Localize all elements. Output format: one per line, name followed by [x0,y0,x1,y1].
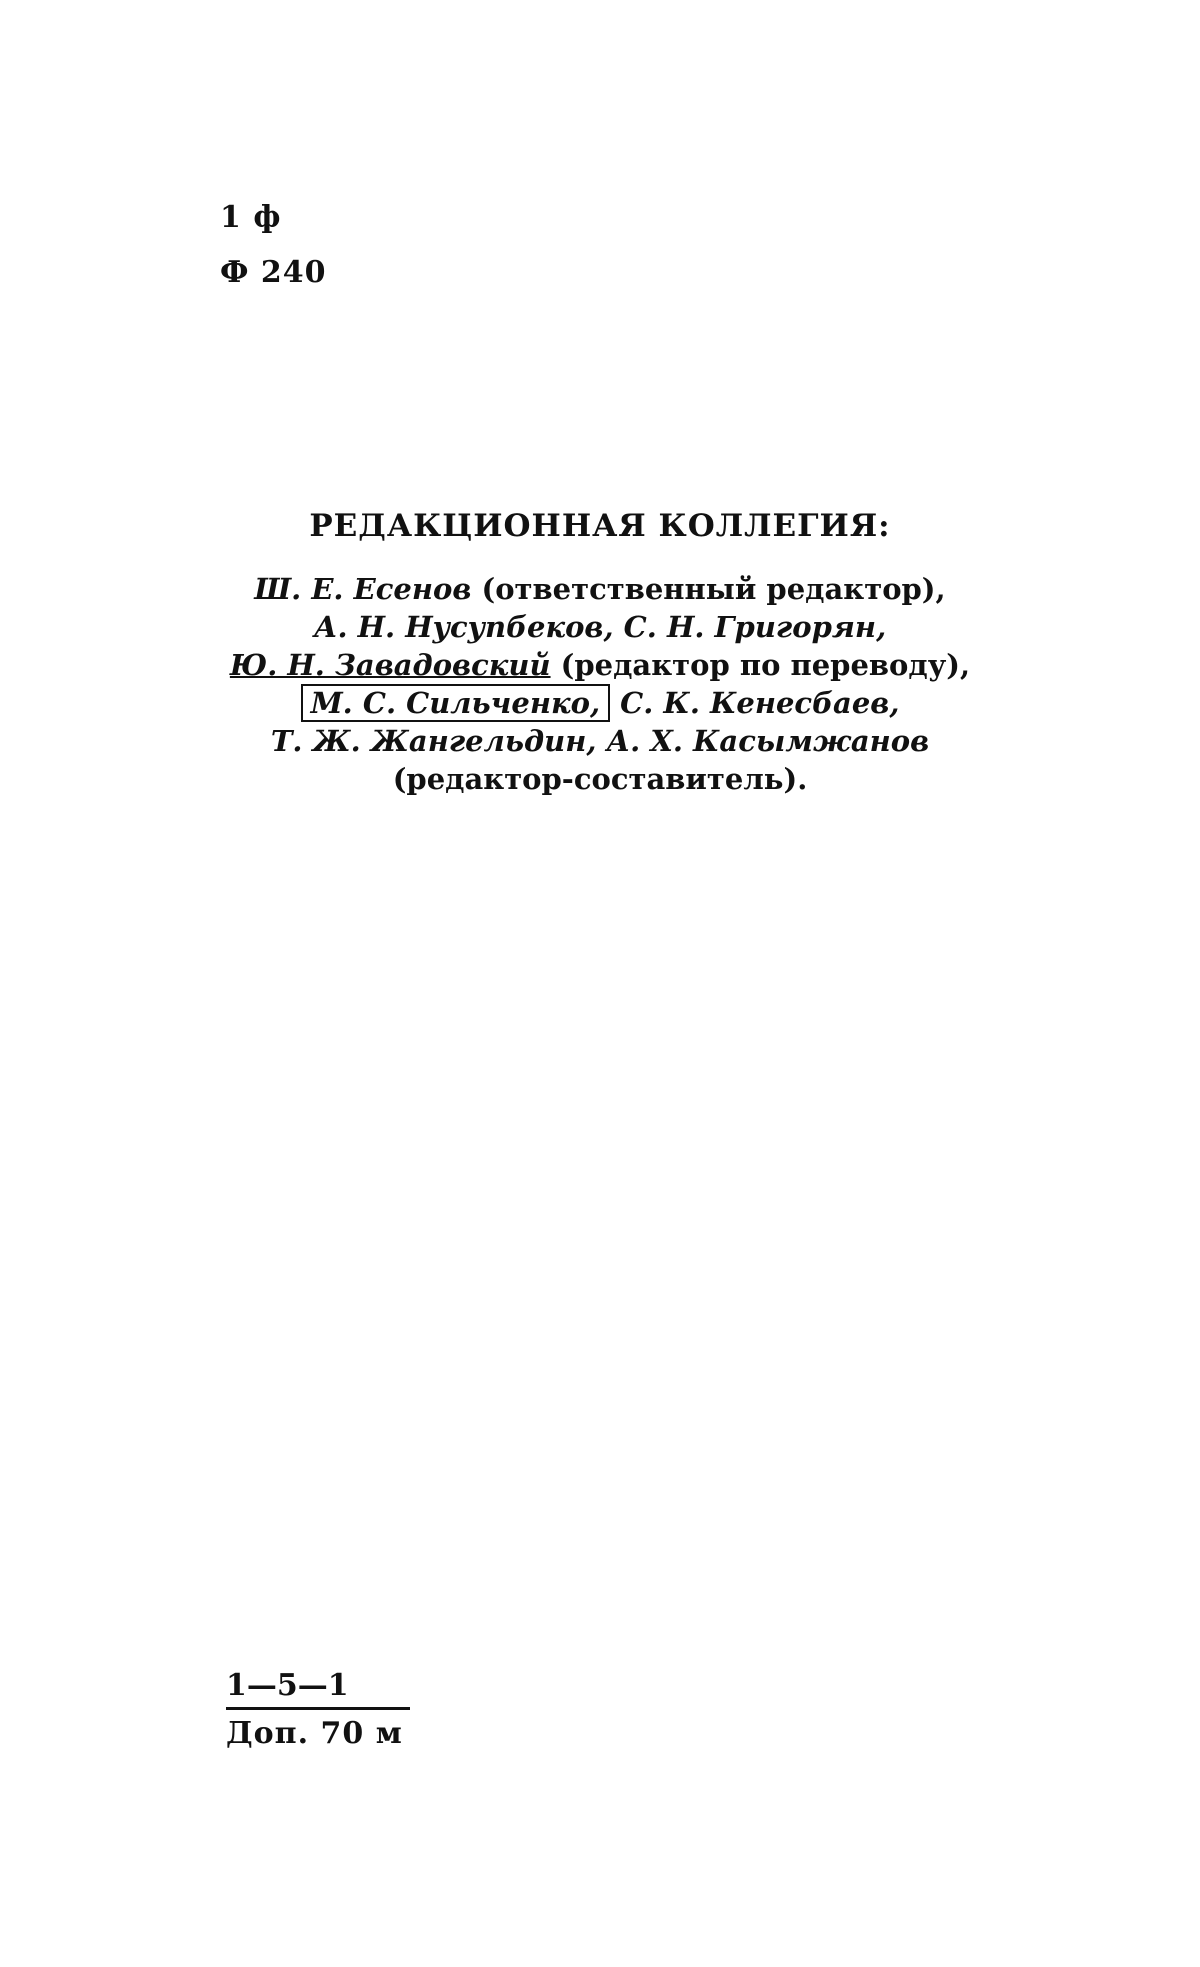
board-line [0,760,1200,798]
publication-index-denominator: Доп. 70 м [226,1716,403,1751]
editorial-board-members [0,570,1200,798]
catalog-code-line-1: 1 ф [220,200,282,235]
board-line [0,684,1200,722]
publication-index [226,1668,410,1751]
member-name: С. К. Кенесбаев, [610,686,900,720]
member-role: (редактор по переводу), [550,648,971,682]
member-name: Ш. Е. Есенов [254,572,472,606]
editorial-board-heading: РЕДАКЦИОННАЯ КОЛЛЕГИЯ: [309,508,891,544]
member-name: Т. Ж. Жангельдин, А. Х. Касымжанов [270,724,930,758]
board-line [0,608,1200,646]
catalog-code-line-2: Ф 240 [220,255,327,290]
editorial-board [0,508,1200,798]
member-role: (ответственный редактор), [471,572,946,606]
member-role: (редактор-составитель). [392,762,808,796]
board-line [0,646,1200,684]
board-line [0,722,1200,760]
member-name-memorial-box: М. С. Сильченко, [301,684,610,722]
member-name: Ю. Н. Завадовский [229,648,551,682]
board-line [0,570,1200,608]
publication-index-numerator: 1—5—1 [226,1668,410,1710]
member-name: А. Н. Нусупбеков, С. Н. Григорян, [313,610,887,644]
